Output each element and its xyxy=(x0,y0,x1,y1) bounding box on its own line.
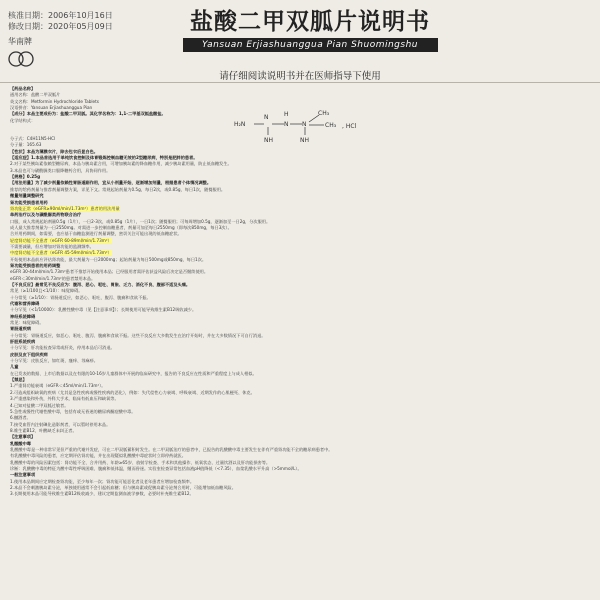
svg-text:CH₃: CH₃ xyxy=(318,110,330,117)
body-line-text: 1.使用本品期间应定期检查肾功能，至少每年一次；肾功能可能恶化者及老年患者应增加检查频率。 xyxy=(10,478,195,484)
body-line-text: 十分罕见：肝功能检查异常或肝炎，停用本品后可消退。 xyxy=(10,345,115,351)
body-line-text: 诊断：乳酸酸中毒的特征为酸中毒性呼吸困难、腹痛和低体温，继而昏迷。实验室检查异常包括血液pH值降低（<7.35）、血浆乳酸水平升高（>5mmol/L）。 xyxy=(10,465,302,471)
body-line-text: 肝胆系统疾病 xyxy=(10,339,36,345)
body-line-text: 【性状】本品为薄膜衣片，除去包衣后显白色。 xyxy=(10,148,98,154)
body-line-text: 英文名称：Metformin Hydrochloride Tablets xyxy=(10,98,99,104)
brand-name: 华南牌 xyxy=(8,37,32,46)
pinyin-title: Yansuan Erjiashuanggua Pian Shuomingshu xyxy=(183,38,438,52)
body-line-text: 化学结构式： xyxy=(10,117,36,123)
body-line-text: 十分罕见：皮肤反应，如红斑、瘙痒、荨麻疹。 xyxy=(10,358,98,364)
body-line-text: 3.本品也可与磺酰脲类口服降糖药合用，具协同作用。 xyxy=(10,167,111,173)
body-line-text: 中度肾功能不全患者（eGFR 45-59ml/min/1.73m²） xyxy=(10,250,112,256)
body-line-text: 【适应症】1.本品首选用于单纯饮食控制及体育锻炼控制血糖无效的2型糖尿病，特别是肥胖的患者。 xyxy=(10,155,198,161)
title-block xyxy=(125,8,495,52)
body-line-text: 在已发表的数据、上市后数据以及在有限的10-16岁儿童群体中开展的临床研究中，报告的不良反应在性质和严重程度上与成人相似。 xyxy=(10,370,257,376)
body-line-text: 8.维生素B12、叶酸缺乏未纠正者。 xyxy=(10,427,77,433)
body-line-text: 2.可造成组织缺氧的疾病（尤其是急性疾病或慢性疾病的恶化），例如：失代偿性心力衰竭、呼吸衰竭、近期发作的心肌梗死、休克。 xyxy=(10,389,255,395)
body-line-text: 【不良反应】最常见不良反应为：腹泻、恶心、呕吐、胃胀、乏力、消化不良、腹部不适及头痛。 xyxy=(10,281,191,287)
body-line-text: 皮肤及皮下组织疾病 xyxy=(10,351,48,357)
body-line-text: 推荐的给药剂量与推荐剂量调整方案，详见下文。常规起始剂量为0.5g，每日2次，或0.85g，每日1次，随餐服用。 xyxy=(10,186,226,192)
body-line-text: 十分罕见（<1/10000）：乳酸性酸中毒（见【注意事项】）；长期使用可能导致维生素B12吸收减少。 xyxy=(10,307,197,313)
divider xyxy=(0,82,600,83)
body-line-text: 胃肠道疾病 xyxy=(10,326,31,332)
svg-text:H₂N: H₂N xyxy=(234,121,246,128)
body-line-text: 5.急性或慢性代谢性酸中毒，包括有或无昏迷的糖尿病酮症酸中毒。 xyxy=(10,408,136,414)
body-line-text: 汉语拼音：Yansuan Erjiashuanggua Pian xyxy=(10,105,93,111)
svg-text:NH: NH xyxy=(300,137,309,144)
brand-logo-icon xyxy=(8,50,34,68)
body-line-text: 有乳酸酸中毒风险的患者，应定期评估肾功能，并在出现疑似乳酸酸中毒症状时立即停药就医。 xyxy=(10,453,186,459)
body-line-text: 神经系统障碍 xyxy=(10,313,36,319)
body-line-text: 微量剂量调整研究 xyxy=(10,193,44,199)
instruction-body xyxy=(10,86,590,598)
body-line-text: eGFR 30-44ml/min/1.73m²患者不推荐开始使用本品；已经服用者需评估获益风险后决定是否继续使用。 xyxy=(10,269,209,275)
revision-date: 修改日期：2020年05月09日 xyxy=(8,22,113,31)
body-line-text: 十分常见：胃肠道反应，如恶心、呕吐、腹泻、腹痛和食欲不振。这些不良反应大多数发生在治疗开始时，并在大多数情况下可自行消退。 xyxy=(10,332,266,338)
body-line-text: 常见：味觉障碍。 xyxy=(10,320,44,326)
body-line-text: 3.严重感染和外伤，外科大手术，临床有低血压和缺氧等。 xyxy=(10,396,119,402)
approval-date: 核准日期：2006年10月16日 xyxy=(8,11,113,20)
brand xyxy=(8,36,34,68)
body-line-text: 分子量：165.63 xyxy=(10,142,42,148)
svg-text:N: N xyxy=(264,114,269,121)
body-line-text: 开始使用本品前应评估肾功能，最大剂量为一日2000mg；起始剂量为每日500mg或850mg，每日1次。 xyxy=(10,256,207,262)
page-bottom-fade xyxy=(0,585,600,600)
body-line-text: 1.严重肾功能衰竭（eGFR＜45ml/min/1.73m²）。 xyxy=(10,383,106,389)
document-title: 盐酸二甲双胍片说明书 xyxy=(190,8,430,35)
body-line-text: 【成分】本品主要成份为：盐酸二甲双胍。其化学名称为：1,1-二甲基双胍盐酸盐。 xyxy=(10,111,166,117)
body-line-text: 【用法用量】为了减少剂量依赖性胃肠道副作用，宜从小剂量开始，逐渐增加剂量，根据患者个体情况调整。 xyxy=(10,180,212,186)
body-line xyxy=(10,491,590,497)
body-line-text: 乳酸酸中毒是一种非常罕见但严重的代谢并发症，可在二甲双胍蓄积时发生。在二甲双胍治疗的患者中，已报告的乳酸酸中毒主要发生在伴有严重肾功能不全的糖尿病患者中。 xyxy=(10,446,333,452)
body-line-text: 2.本品不会刺激胰岛素分泌，单独使用通常不会引起低血糖；但与胰岛素或促胰岛素分泌剂合用时，可能增加低血糖风险。 xyxy=(10,484,236,490)
body-line-text: 一般注意事项 xyxy=(10,472,36,478)
svg-text:N: N xyxy=(284,121,289,128)
body-line-text: 乳酸酸中毒的风险因素包括：肾功能不全、合并用药、年龄≥65岁、放射学检查、手术和其他操作、低氧状态、过量饮酒以及肝功能损害等。 xyxy=(10,459,271,465)
svg-text:NH: NH xyxy=(264,137,273,144)
body-line-text: 分子式：C4H11N5·HCl xyxy=(10,136,56,142)
body-line-text: eGFR＜30ml/min/1.73m²的患者禁用本品。 xyxy=(10,275,96,281)
body-line-text: 口服，成人常规起始剂量0.5g（1片），一日2-3次，或0.85g（1片），一日1次；随餐服用；可每周增加0.5g，逐渐加至一日2g，分次服用。 xyxy=(10,218,271,224)
svg-text:H: H xyxy=(284,111,289,118)
body-line-text: 轻度肾功能不全患者（eGFR 60-89ml/min/1.73m²） xyxy=(10,237,112,243)
body-line-text: 成人最大推荐剂量为一日2550mg。对需进一步控制血糖患者，剂量可加至每日2550mg（即每次850mg，每日3次）。 xyxy=(10,224,232,230)
body-line-text: 7.接受血管内注射碘化造影剂者，可以暂时停用本品。 xyxy=(10,421,111,427)
body-line-text: 常见（≥1/100且<1/10）：味觉障碍。 xyxy=(10,288,83,294)
body-line-text: 肾功能受损患者的用药调整 xyxy=(10,262,61,268)
body-line-text: 儿童 xyxy=(10,364,19,370)
hcl-label: , HCl xyxy=(342,123,357,130)
body-line-text: 【规格】0.25g xyxy=(10,174,41,180)
body-line-text: 6.酗酒者。 xyxy=(10,415,31,421)
body-line-text: 3.长期使用本品可能导致维生素B12吸收减少，建议定期监测血液学参数，必要时补充维生素B12。 xyxy=(10,491,194,497)
body-line-text: 【注意事项】 xyxy=(10,434,36,440)
header-dates xyxy=(8,10,113,32)
body-line-text: 肾功能正常（eGFR≥90ml/min/1.73m²）患者的用法用量 xyxy=(10,205,120,211)
body-line-text: 4.已知对盐酸二甲双胍过敏者。 xyxy=(10,402,69,408)
body-line-text: 通用名称：盐酸二甲双胍片 xyxy=(10,92,61,98)
body-line-text: 合并用药期间，如需要，也应基于血糖监测进行剂量调整，密切关注可能出现的低血糖症状。 xyxy=(10,231,182,237)
body-line-text: 乳酸酸中毒 xyxy=(10,440,31,446)
body-line-text: 2.对于某些胰岛素依赖型糖尿病，本品与胰岛素合用，可增加胰岛素的降血糖作用，减少胰岛素用量，防止低血糖发生。 xyxy=(10,161,232,167)
svg-text:N: N xyxy=(302,121,307,128)
body-line-text: 【药品名称】 xyxy=(10,86,36,91)
body-line-text: 代谢和营养障碍 xyxy=(10,301,40,306)
body-line-text: 十分常见（≥1/10）：胃肠道反应，如恶心、呕吐、腹泻、腹痛和食欲不振。 xyxy=(10,294,151,300)
body-line-text: 单药治疗以及与磺酰脲类药物联合治疗 xyxy=(10,212,82,218)
body-line-text: 【禁忌】 xyxy=(10,377,27,383)
svg-text:CH₃: CH₃ xyxy=(325,122,337,129)
body-line-text: 肾功能受损患者用药 xyxy=(10,199,48,205)
usage-notice: 请仔细阅读说明书并在医师指导下使用 xyxy=(219,71,381,82)
body-line-text: 不需要减量，但应增加对肾功能的监测频率。 xyxy=(10,243,94,249)
